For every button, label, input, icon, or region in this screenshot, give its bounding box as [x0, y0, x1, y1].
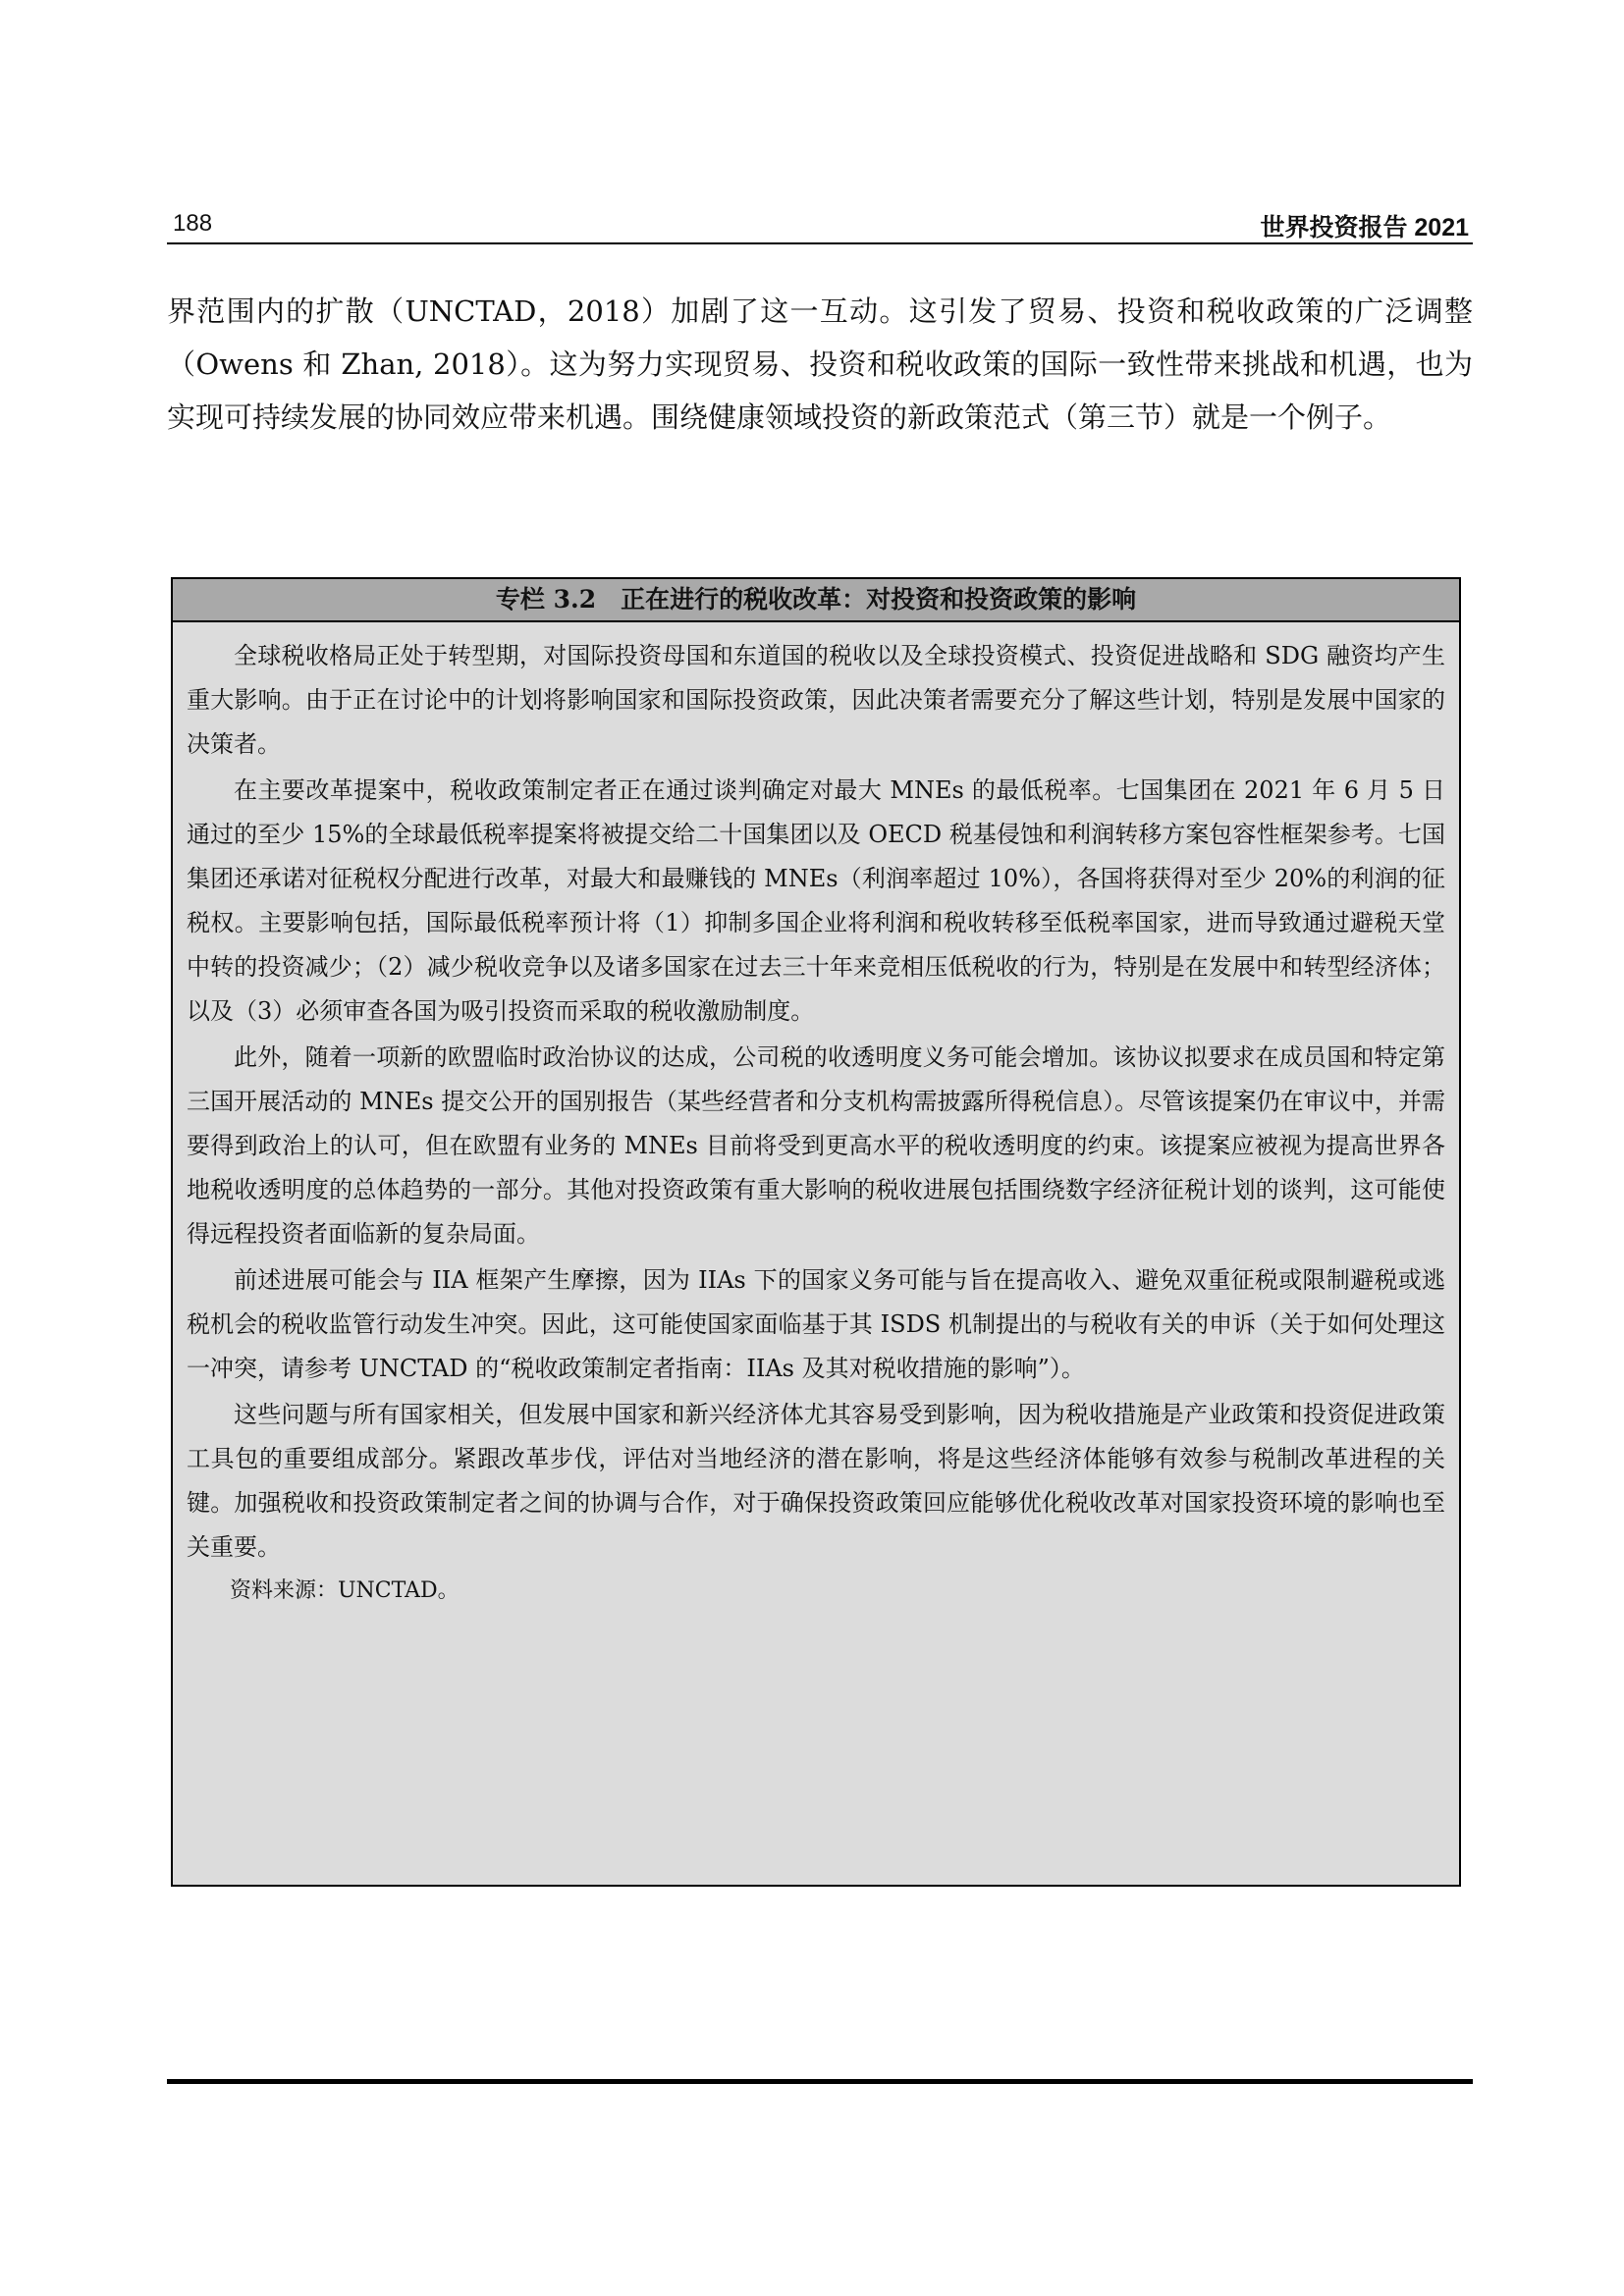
intro-paragraph: 界范围内的扩散（UNCTAD，2018）加剧了这一互动。这引发了贸易、投资和税收政策的广泛调整（Owens 和 Zhan, 2018）。这为努力实现贸易、投资和税收政策的国际一致性带来挑战和机遇，也为实现可持续发展的协同效应带来机遇。围绕健康领域投资的新政策范式（第三节）就是一个例子。	[167, 294, 1473, 434]
box-paragraph-5: 这些问题与所有国家相关，但发展中国家和新兴经济体尤其容易受到影响，因为税收措施是产业政策和投资促进政策工具包的重要组成部分。紧跟改革步伐，评估对当地经济的潜在影响，将是这些经济体能够有效参与税制改革进程的关键。加强税收和投资政策制定者之间的协调与合作，对于确保投资政策回应能够优化税收改革对国家投资环境的影响也至关重要。	[187, 1401, 1445, 1561]
box-3-2	[171, 577, 1461, 1887]
box-body	[173, 622, 1459, 1611]
box-paragraph-3: 此外，随着一项新的欧盟临时政治协议的达成，公司税的收透明度义务可能会增加。该协议拟要求在成员国和特定第三国开展活动的 MNEs 提交公开的国别报告（某些经营者和分支机构需披露所得税信息）。尽管该提案仍在审议中，并需要得到政治上的认可，但在欧盟有业务的 MNEs 目前将受到更高水平的税收透明度的约束。该提案应被视为提高世界各地税收透明度的总体趋势的一部分。其他对投资政策有重大影响的税收进展包括围绕数字经济征税计划的谈判，这可能使得远程投资者面临新的复杂局面。	[187, 1043, 1445, 1248]
header-rule	[167, 242, 1473, 244]
box-paragraph-1: 全球税收格局正处于转型期，对国际投资母国和东道国的税收以及全球投资模式、投资促进战略和 SDG 融资均产生重大影响。由于正在讨论中的计划将影响国家和国际投资政策，因此决策者需要充分了解这些计划，特别是发展中国家的决策者。	[187, 642, 1445, 758]
box-paragraph-2: 在主要改革提案中，税收政策制定者正在通过谈判确定对最大 MNEs 的最低税率。七国集团在 2021 年 6 月 5 日通过的至少 15%的全球最低税率提案将被提交给二十国集团以及 OECD 税基侵蚀和利润转移方案包容性框架参考。七国集团还承诺对征税权分配进行改革，对最大和最赚钱的 MNEs（利润率超过 10%），各国将获得对至少 20%的利润的征税权。主要影响包括，国际最低税率预计将（1）抑制多国企业将利润和税收转移至低税率国家，进而导致通过避税天堂中转的投资减少；（2）减少税收竞争以及诸多国家在过去三十年来竞相压低税收的行为，特别是在发展中和转型经济体；以及（3）必须审查各国为吸引投资而采取的税收激励制度。	[187, 776, 1445, 1025]
box-paragraph-4: 前述进展可能会与 IIA 框架产生摩擦，因为 IIAs 下的国家义务可能与旨在提高收入、避免双重征税或限制避税或逃税机会的税收监管行动发生冲突。因此，这可能使国家面临基于其 ISDS 机制提出的与税收有关的申诉（关于如何处理这一冲突，请参考 UNCTAD 的“税收政策制定者指南：IIAs 及其对税收措施的影响”）。	[187, 1266, 1445, 1382]
page-number: 188	[173, 210, 213, 237]
footer-rule	[167, 2079, 1473, 2084]
box-title: 专栏 3.2 正在进行的税收改革：对投资和投资政策的影响	[173, 579, 1459, 622]
box-source: 资料来源：UNCTAD。	[230, 1578, 460, 1603]
page-header	[167, 204, 1473, 243]
publication-title: 世界投资报告 2021	[1260, 214, 1469, 241]
